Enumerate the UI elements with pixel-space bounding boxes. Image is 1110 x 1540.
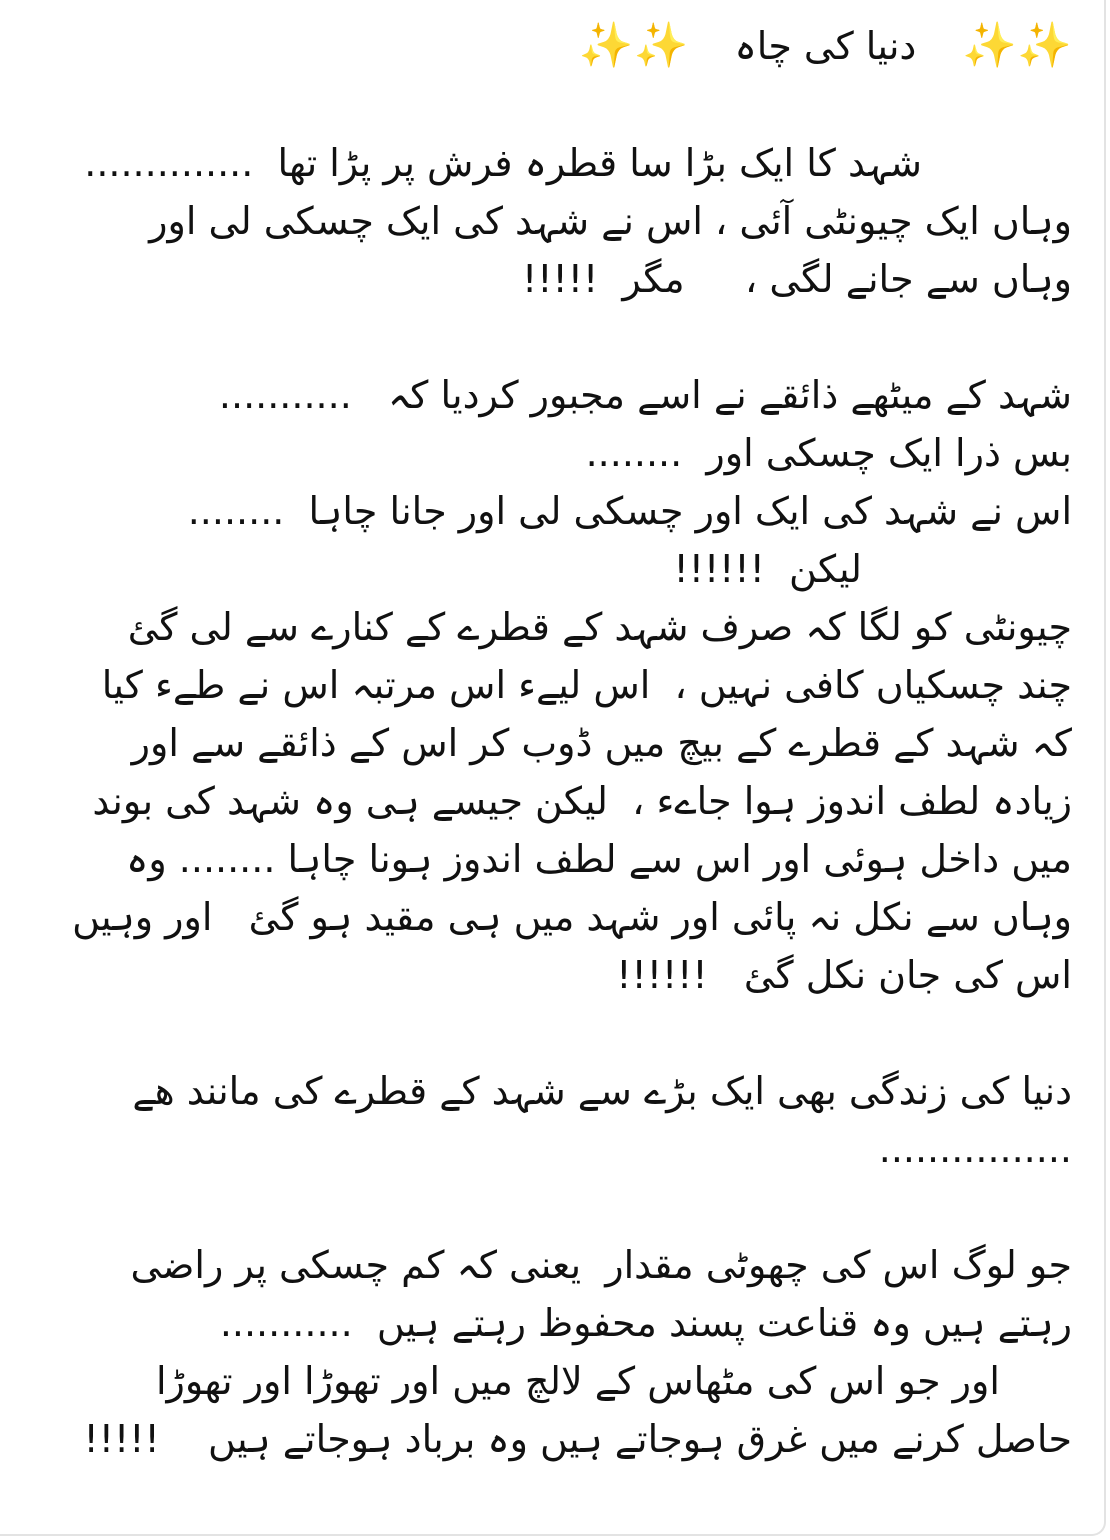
text-line: شہد کا ایک بڑا سا قطرہ فرش پر پڑا تھا .............. bbox=[84, 141, 922, 185]
text-line: بس ذرا ایک چسکی اور ........ bbox=[585, 431, 1072, 475]
text-line: چیونٹی کو لگا کہ صرف شہد کے قطرے کے کنارے سے لی گئ bbox=[127, 605, 1072, 649]
text-line: زیادہ لطف اندوز ہوا جاےء ، لیکن جیسے ہی وہ شہد کی بوند bbox=[92, 779, 1072, 823]
message-text bbox=[18, 10, 1072, 1468]
sparkles-icon: ✨✨ bbox=[962, 19, 1072, 71]
text-line: اور جو اس کی مٹھاس کے لالچ میں اور تھوڑا اور تھوڑا bbox=[155, 1359, 1012, 1403]
text-line: وہاں سے جانے لگی ، مگر !!!!! bbox=[522, 257, 1072, 301]
text-line: وہاں ایک چیونٹی آئی ، اس نے شہد کی ایک چسکی لی اور bbox=[149, 199, 1072, 243]
text-line: جو لوگ اس کی چھوٹی مقدار یعنی کہ کم چسکی پر راضی bbox=[130, 1243, 1072, 1287]
text-line: لیکن !!!!!! bbox=[673, 547, 862, 591]
title-row bbox=[18, 10, 1072, 76]
sparkles-icon: ✨✨ bbox=[578, 19, 689, 71]
post-title: دنیا کی چاہ bbox=[734, 23, 917, 68]
text-line: شہد کے میٹھے ذائقے نے اسے مجبور کردیا کہ ........... bbox=[218, 373, 1072, 417]
text-line: چند چسکیاں کافی نہیں ، اس لیےء اس مرتبہ اس نے طےء کیا bbox=[101, 663, 1072, 707]
spacer bbox=[18, 76, 1072, 134]
text-line: کہ شہد کے قطرے کے بیچ میں ڈوب کر اس کے ذائقے سے اور bbox=[131, 721, 1072, 765]
spacer bbox=[18, 1178, 1072, 1236]
spacer bbox=[18, 1004, 1072, 1062]
text-line: رہتے ہیں وہ قناعت پسند محفوظ رہتے ہیں ........... bbox=[219, 1301, 1072, 1345]
text-line: دنیا کی زندگی بھی ایک بڑے سے شہد کے قطرے کی مانند ھے bbox=[132, 1069, 1072, 1113]
text-line: ................ bbox=[878, 1127, 1072, 1171]
text-line: میں داخل ہوئی اور اس سے لطف اندوز ہونا چاہا ........ وہ bbox=[126, 837, 1072, 881]
text-line: اس نے شہد کی ایک اور چسکی لی اور جانا چاہا ........ bbox=[187, 489, 1072, 533]
spacer bbox=[18, 308, 1072, 366]
text-line: حاصل کرنے میں غرق ہوجاتے ہیں وہ برباد ہوجاتے ہیں !!!!! bbox=[83, 1417, 1072, 1461]
text-line: وہاں سے نکل نہ پائی اور شہد میں ہی مقید ہو گئ اور وہیں bbox=[72, 895, 1072, 939]
text-line: اس کی جان نکل گئ !!!!!! bbox=[616, 953, 1072, 997]
